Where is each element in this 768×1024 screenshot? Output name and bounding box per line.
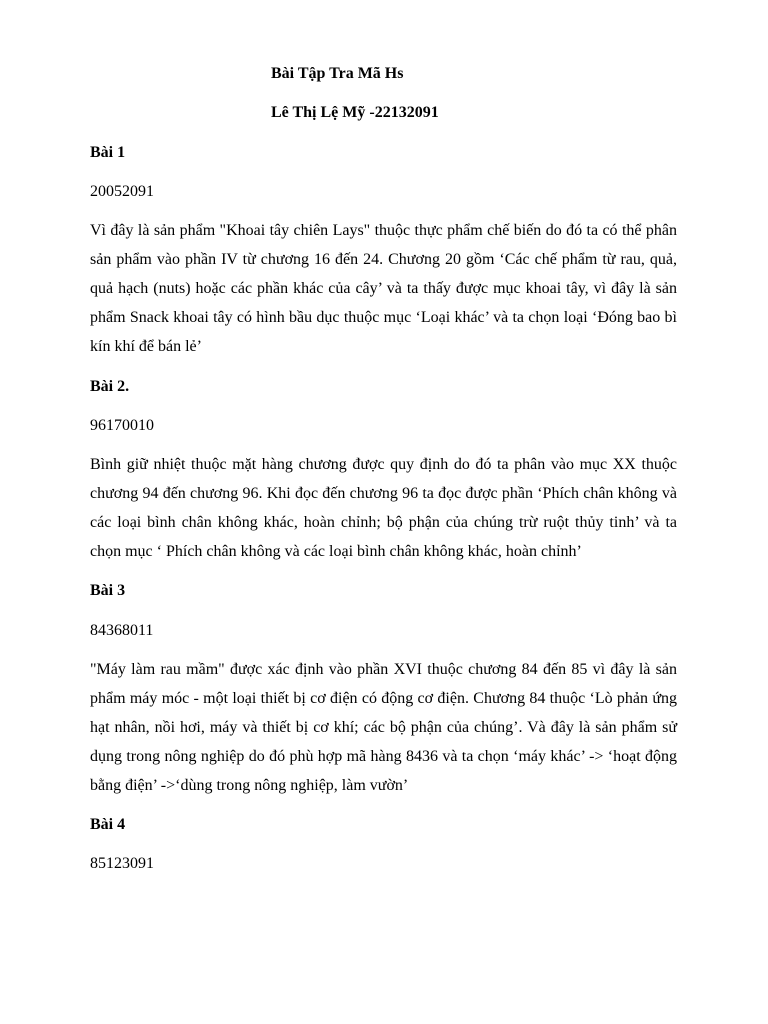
exercise-2-text: Bình giữ nhiệt thuộc mặt hàng chương được quy định do đó ta phân vào mục XX thuộc chương 94 đến chương 96. Khi đọc đến chương 96 ta đọc được phần ‘Phích chân không và các loại bình chân không khác, hoàn chỉnh; bộ phận của chúng trừ ruột thủy tinh’ và ta chọn mục ‘ Phích chân không và các loại bình chân không khác, hoàn chỉnh’ [90,456,677,560]
exercise-1-code: 20052091 [90,183,154,200]
exercise-2-heading: Bài 2. [90,378,130,395]
exercise-2-code: 96170010 [90,417,154,434]
exercise-3-heading: Bài 3 [90,582,126,599]
exercise-4-code: 85123091 [90,855,154,872]
exercise-1-text: Vì đây là sản phẩm "Khoai tây chiên Lays" thuộc thực phẩm chế biến do đó ta có thể phân sản phẩm vào phần IV từ chương 16 đến 24. Chương 20 gồm ‘Các chế phẩm từ rau, quả, quả hạch (nuts) hoặc các phần khác của cây’ và ta thấy được mục khoai tây, vì đây là sản phẩm Snack khoai tây có hình bầu dục thuộc mục ‘Loại khác’ và ta chọn loại ‘Đóng bao bì kín khí để bán lẻ’ [90,222,677,355]
document-title: Bài Tập Tra Mã Hs [271,65,404,82]
exercise-3-code: 84368011 [90,622,154,639]
exercise-1-heading: Bài 1 [90,144,126,161]
exercise-3-text: "Máy làm rau mầm" được xác định vào phần XVI thuộc chương 84 đến 85 vì đây là sản phẩm máy móc - một loại thiết bị cơ điện có động cơ điện. Chương 84 thuộc ‘Lò phản ứng hạt nhân, nồi hơi, máy và thiết bị cơ khí; các bộ phận của chúng’. Và đây là sản phẩm sử dụng trong nông nghiệp do đó phù hợp mã hàng 8436 và ta chọn ‘máy khác’ -> ‘hoạt động bằng điện’ ->‘dùng trong nông nghiệp, làm vườn’ [90,661,677,794]
author-line: Lê Thị Lệ Mỹ -22132091 [271,104,439,121]
exercise-4-heading: Bài 4 [90,816,126,833]
